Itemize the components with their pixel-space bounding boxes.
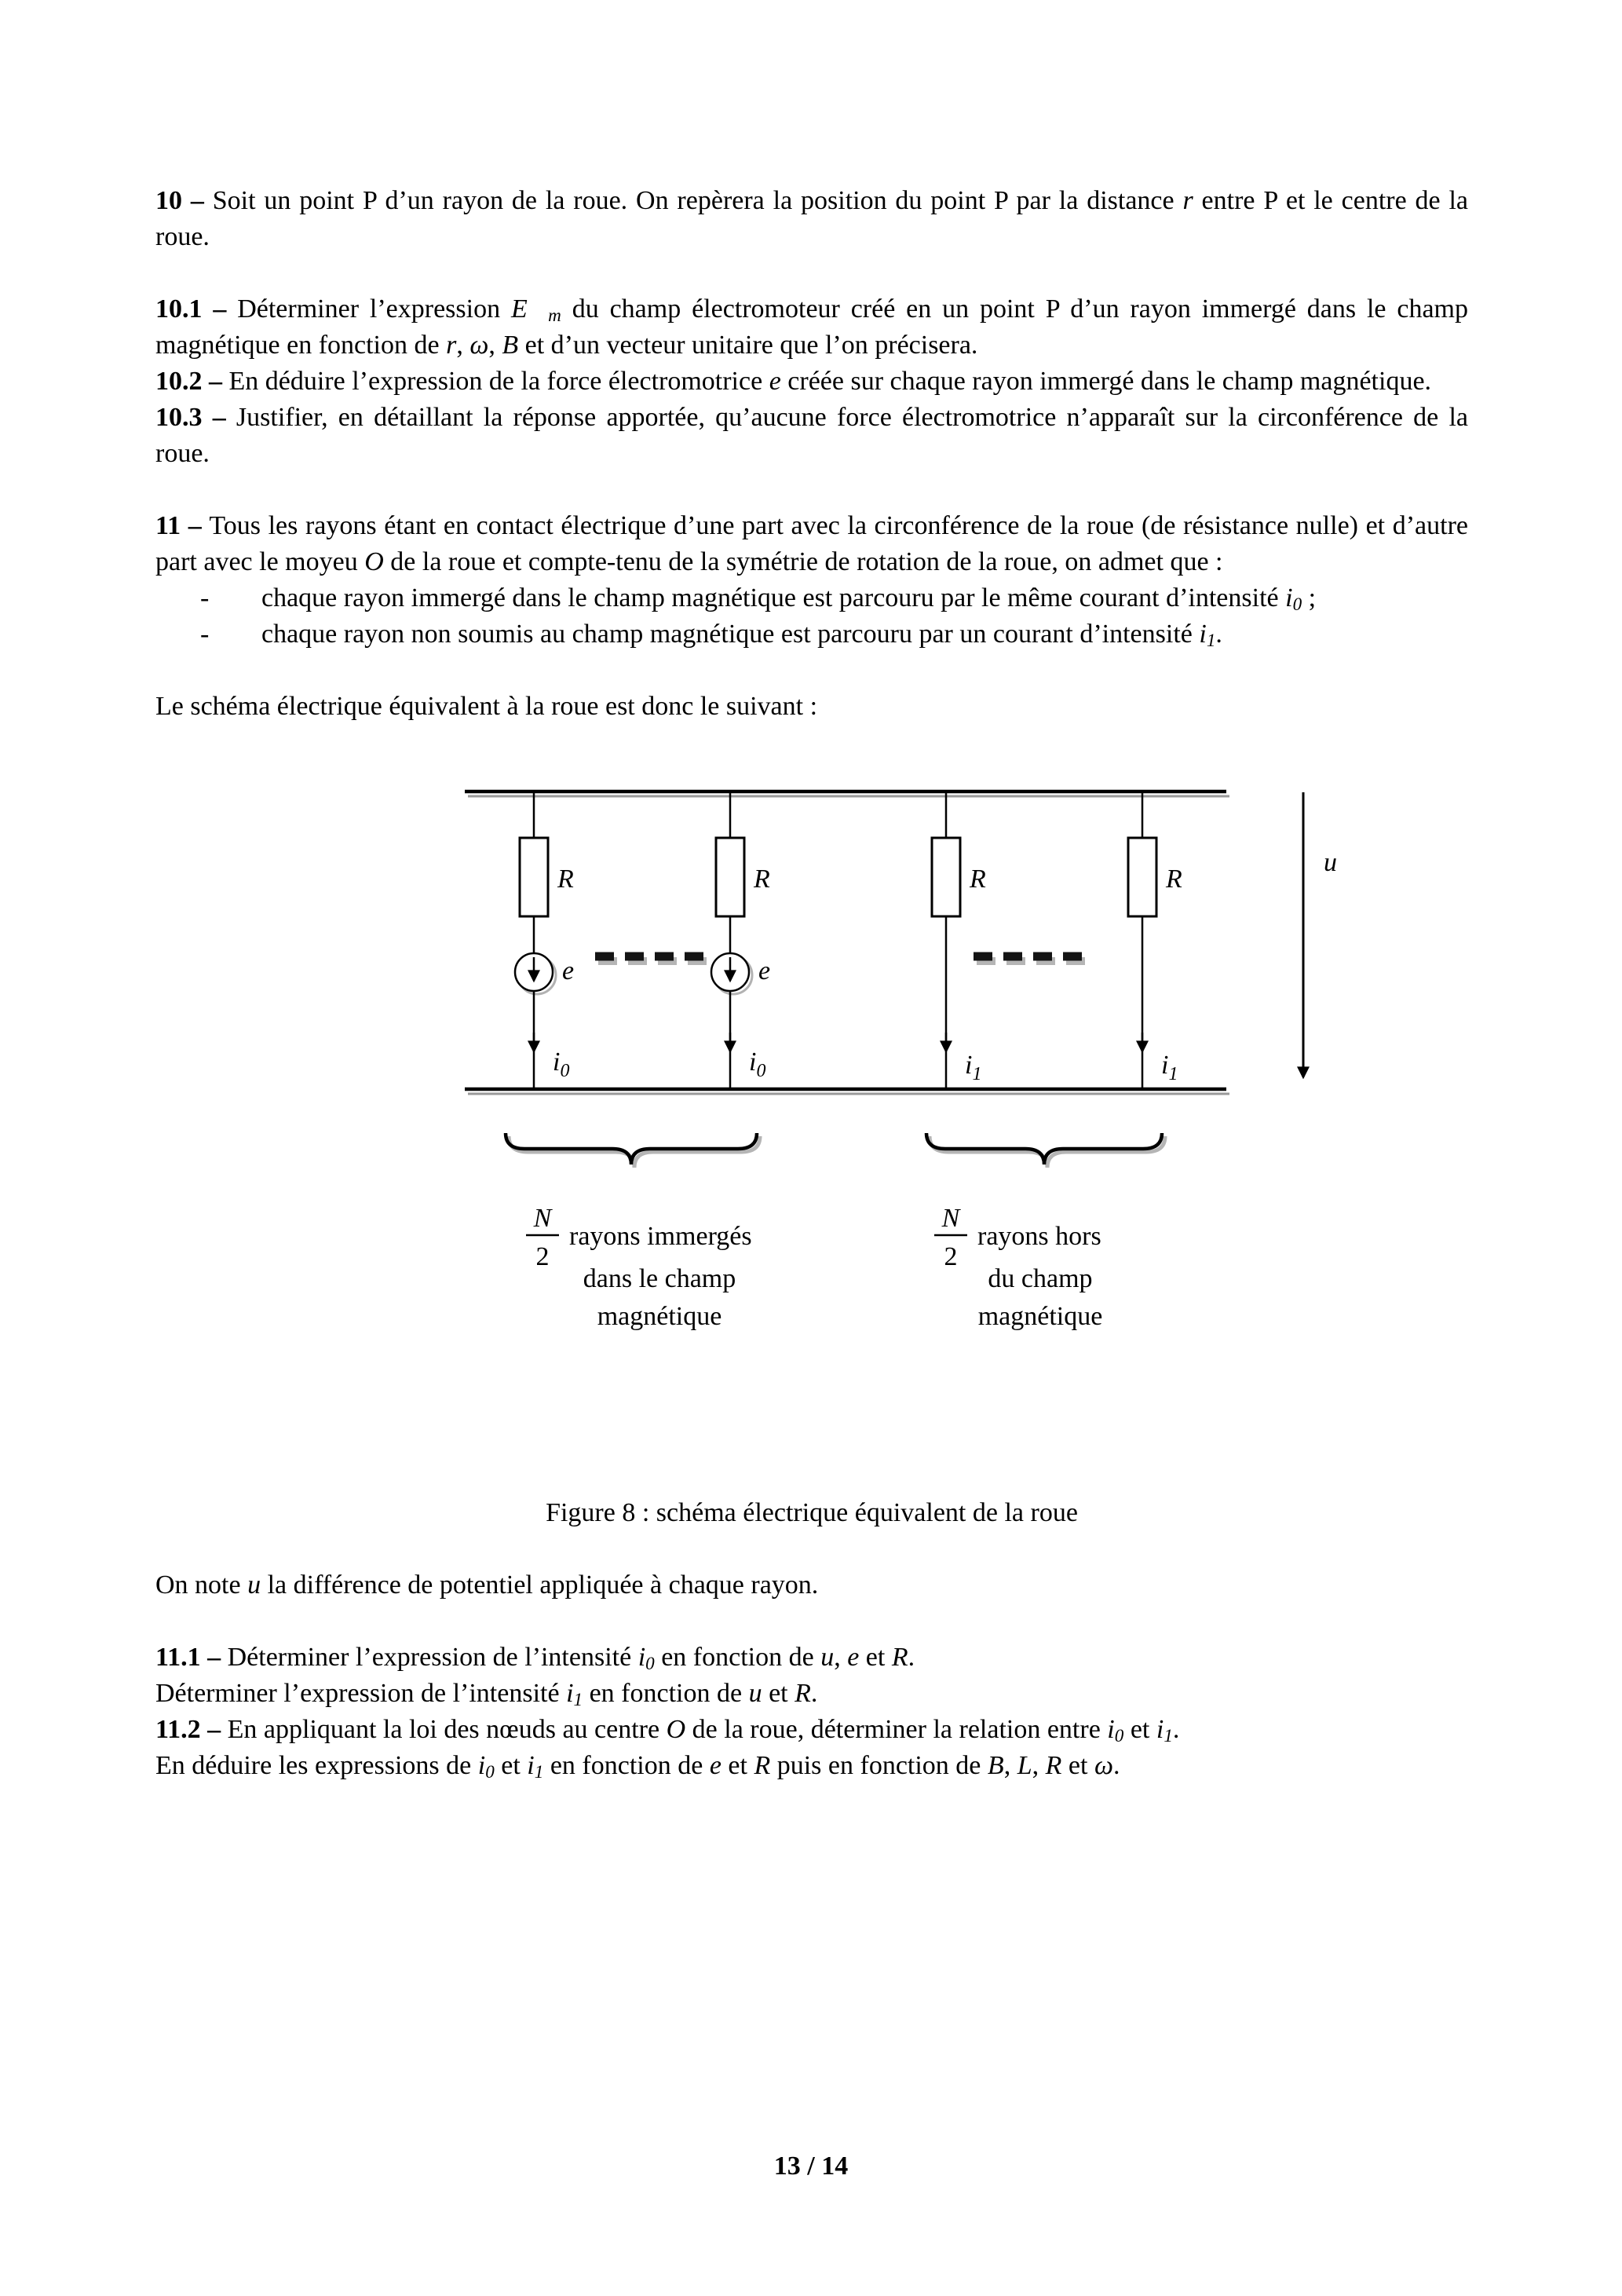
emf-label: e [562, 956, 575, 985]
text-segment: B [987, 1751, 1004, 1780]
text-segment: et [762, 1679, 795, 1708]
text-segment: i [477, 1751, 486, 1780]
text-segment: 1 [534, 1762, 544, 1783]
text-segment: E⃗ [510, 294, 549, 324]
page-number: 13 / 14 [773, 2152, 849, 2181]
text-segment: . [1112, 1751, 1120, 1780]
paragraph-q11-2a [155, 1712, 1468, 1748]
text-segment: en fonction de [654, 1643, 821, 1672]
branch-outside-2 [1128, 792, 1182, 1089]
text-segment: Déterminer l’expression de l’intensité [155, 1679, 567, 1708]
text-segment: et [1061, 1751, 1094, 1780]
paragraph-q11-1b [155, 1676, 1468, 1712]
text-segment: En déduire l’expression de la force électromotrice [228, 367, 769, 396]
text-segment: , [1032, 1751, 1046, 1780]
group-label-line1: rayons hors [977, 1222, 1101, 1251]
text-segment: . [1172, 1715, 1180, 1744]
left-group-label [526, 1204, 752, 1331]
text-segment: de la roue et compte-tenu de la symétrie de rotation de la roue, on admet que : [383, 547, 1223, 576]
text-segment: et [721, 1751, 754, 1780]
branch-immersed-2 [711, 792, 770, 1089]
text-segment: 0 [485, 1762, 495, 1783]
right-group-label [934, 1204, 1102, 1331]
resistor-label: R [970, 865, 986, 894]
text-segment: 10.2 – [155, 367, 229, 396]
branch-immersed-1 [515, 792, 574, 1089]
paragraph-q10 [155, 183, 1468, 255]
branch-outside-1 [932, 792, 986, 1089]
resistor [520, 838, 548, 916]
text-segment: En appliquant la loi des nœuds au centre [227, 1715, 667, 1744]
resistor [1128, 838, 1156, 916]
list-item-current-i0 [155, 580, 1468, 616]
text-segment: 1 [1206, 631, 1216, 652]
text-segment: u [820, 1643, 835, 1672]
fraction-numerator: N [941, 1204, 960, 1233]
group-label-line1: rayons immergés [569, 1222, 752, 1251]
paragraph-q11 [155, 508, 1468, 580]
resistor [716, 838, 744, 916]
text-segment: 0 [1114, 1726, 1124, 1747]
text-segment: Justifier, en détaillant la réponse apportée, qu’aucune force électromotrice n’apparaît sur la circonférence de la roue. [155, 403, 1469, 468]
resistor [932, 838, 960, 916]
fraction-numerator: N [533, 1204, 552, 1233]
bullet-marker: - [200, 583, 210, 612]
group-label-line3: magnétique [597, 1302, 722, 1331]
text-segment: u [247, 1570, 261, 1600]
bottom-bus [465, 1089, 1229, 1094]
paragraph-q11-1a [155, 1640, 1468, 1676]
paragraph-q10-1 [155, 291, 1468, 364]
group-label-line2: du champ [988, 1264, 1093, 1293]
list-item-text [261, 580, 1468, 616]
text-segment: et [859, 1643, 892, 1672]
text-segment: r [446, 331, 457, 360]
text-segment: 10.1 – [155, 294, 238, 324]
text-segment: du champ électromoteur créé en un point P d’un rayon immergé dans le champ magnétique en fonction de [155, 294, 1468, 360]
paragraph-q10-3 [155, 400, 1468, 472]
circuit-diagram [440, 775, 1350, 1360]
text-segment: 1 [573, 1690, 583, 1711]
text-segment: , [488, 331, 502, 360]
paragraph-q10-2 [155, 364, 1468, 400]
group-label-line3: magnétique [977, 1302, 1103, 1331]
text-segment: 10.3 – [155, 403, 236, 432]
text-segment: en fonction de [543, 1751, 710, 1780]
bullet-marker: - [200, 620, 210, 649]
text-segment: 1 [1164, 1726, 1173, 1747]
current-i0-label: $i_0$ [553, 1047, 570, 1081]
text-segment: i [566, 1679, 574, 1708]
text-segment: . [1215, 620, 1222, 649]
fraction-denominator: 2 [535, 1242, 550, 1271]
text-segment: ; [1302, 583, 1317, 612]
resistor-label: R [557, 865, 574, 894]
text-segment: et d’un vecteur unitaire que l’on précisera. [518, 331, 978, 360]
ellipsis-dashes-left [595, 956, 708, 961]
text-segment: entre P et le centre de la roue. [155, 186, 1469, 251]
text-segment: R [891, 1643, 908, 1672]
text-segment: m [548, 305, 561, 327]
text-segment: , [1003, 1751, 1017, 1780]
text-segment: Le schéma électrique équivalent à la roue est donc le suivant : [155, 692, 818, 721]
text-segment: R [754, 1751, 771, 1780]
text-segment: , [834, 1643, 848, 1672]
text-segment: 11.1 – [155, 1643, 228, 1672]
text-segment: En déduire les expressions de [155, 1751, 478, 1780]
text-segment: Déterminer l’expression de l’intensité [227, 1643, 638, 1672]
list-item-current-i1 [155, 616, 1468, 653]
text-segment: e [709, 1751, 721, 1780]
text-segment: 11 – [155, 511, 210, 540]
text-segment: , [456, 331, 470, 360]
text-segment: ω [1094, 1751, 1113, 1780]
text-segment: 0 [645, 1654, 655, 1675]
text-segment: e [847, 1643, 860, 1672]
text-segment: Soit un point P d’un rayon de la roue. On repèrera la position du point P par la distance [212, 186, 1183, 215]
text-segment: en fonction de [583, 1679, 749, 1708]
text-segment: ω [469, 331, 489, 360]
text-segment: . [908, 1643, 915, 1672]
text-segment: R [1045, 1751, 1062, 1780]
paragraph-schema-intro [155, 689, 1468, 725]
resistor-label: R [754, 865, 770, 894]
ellipsis-dashes-right [974, 956, 1087, 961]
text-segment: Déterminer l’expression [237, 294, 511, 324]
group-label-line2: dans le champ [583, 1264, 736, 1293]
text-segment: L [1017, 1751, 1032, 1780]
text-segment: la différence de potentiel appliquée à chaque rayon. [261, 1570, 819, 1600]
top-bus [465, 792, 1229, 796]
text-segment: i [1156, 1715, 1164, 1744]
text-segment: e [769, 367, 781, 396]
text-segment: i [1199, 620, 1207, 649]
text-segment: 10 – [155, 186, 213, 215]
text-segment: On note [155, 1570, 248, 1600]
text-segment: u [748, 1679, 762, 1708]
figure-8 [155, 775, 1468, 1360]
text-segment: créée sur chaque rayon immergé dans le champ magnétique. [780, 367, 1432, 396]
figure-caption: Figure 8 : schéma électrique équivalent de la roue [546, 1498, 1078, 1527]
emf-label: e [758, 956, 771, 985]
text-segment: i [1285, 583, 1293, 612]
text-segment: et [494, 1751, 528, 1780]
text-segment: chaque rayon immergé dans le champ magnétique est parcouru par le même courant d’intensité [261, 583, 1286, 612]
text-segment: Tous les rayons étant en contact électrique d’une part avec la circonférence de la roue (de résistance nulle) et d’autre part avec le moyeu [155, 511, 1469, 576]
current-i1-label: $i_1$ [1161, 1051, 1178, 1084]
text-segment: et [1123, 1715, 1156, 1744]
text-segment: 11.2 – [155, 1715, 228, 1744]
text-segment: r [1182, 186, 1193, 215]
text-segment: i [1107, 1715, 1115, 1744]
text-segment: B [502, 331, 519, 360]
text-segment: i [527, 1751, 535, 1780]
resistor-label: R [1166, 865, 1182, 894]
left-underbrace-icon [506, 1133, 760, 1168]
list-item-text [261, 616, 1468, 653]
text-segment: 0 [1292, 594, 1302, 616]
current-i1-label: $i_1$ [965, 1051, 982, 1084]
text-segment: de la roue, déterminer la relation entre [685, 1715, 1108, 1744]
text-segment: i [637, 1643, 646, 1672]
voltage-label: u [1324, 848, 1337, 877]
right-underbrace-icon [926, 1133, 1165, 1168]
current-i0-label: $i_0$ [749, 1047, 766, 1081]
paragraph-note-u [155, 1567, 1468, 1603]
text-segment: chaque rayon non soumis au champ magnétique est parcouru par un courant d’intensité [261, 620, 1200, 649]
paragraph-q11-2b [155, 1748, 1468, 1784]
text-segment: O [666, 1715, 686, 1744]
fraction-denominator: 2 [944, 1242, 958, 1271]
text-segment: . [810, 1679, 818, 1708]
text-segment: O [364, 547, 384, 576]
text-segment: puis en fonction de [770, 1751, 988, 1780]
text-segment: R [795, 1679, 811, 1708]
voltage-arrow [1303, 792, 1337, 1077]
